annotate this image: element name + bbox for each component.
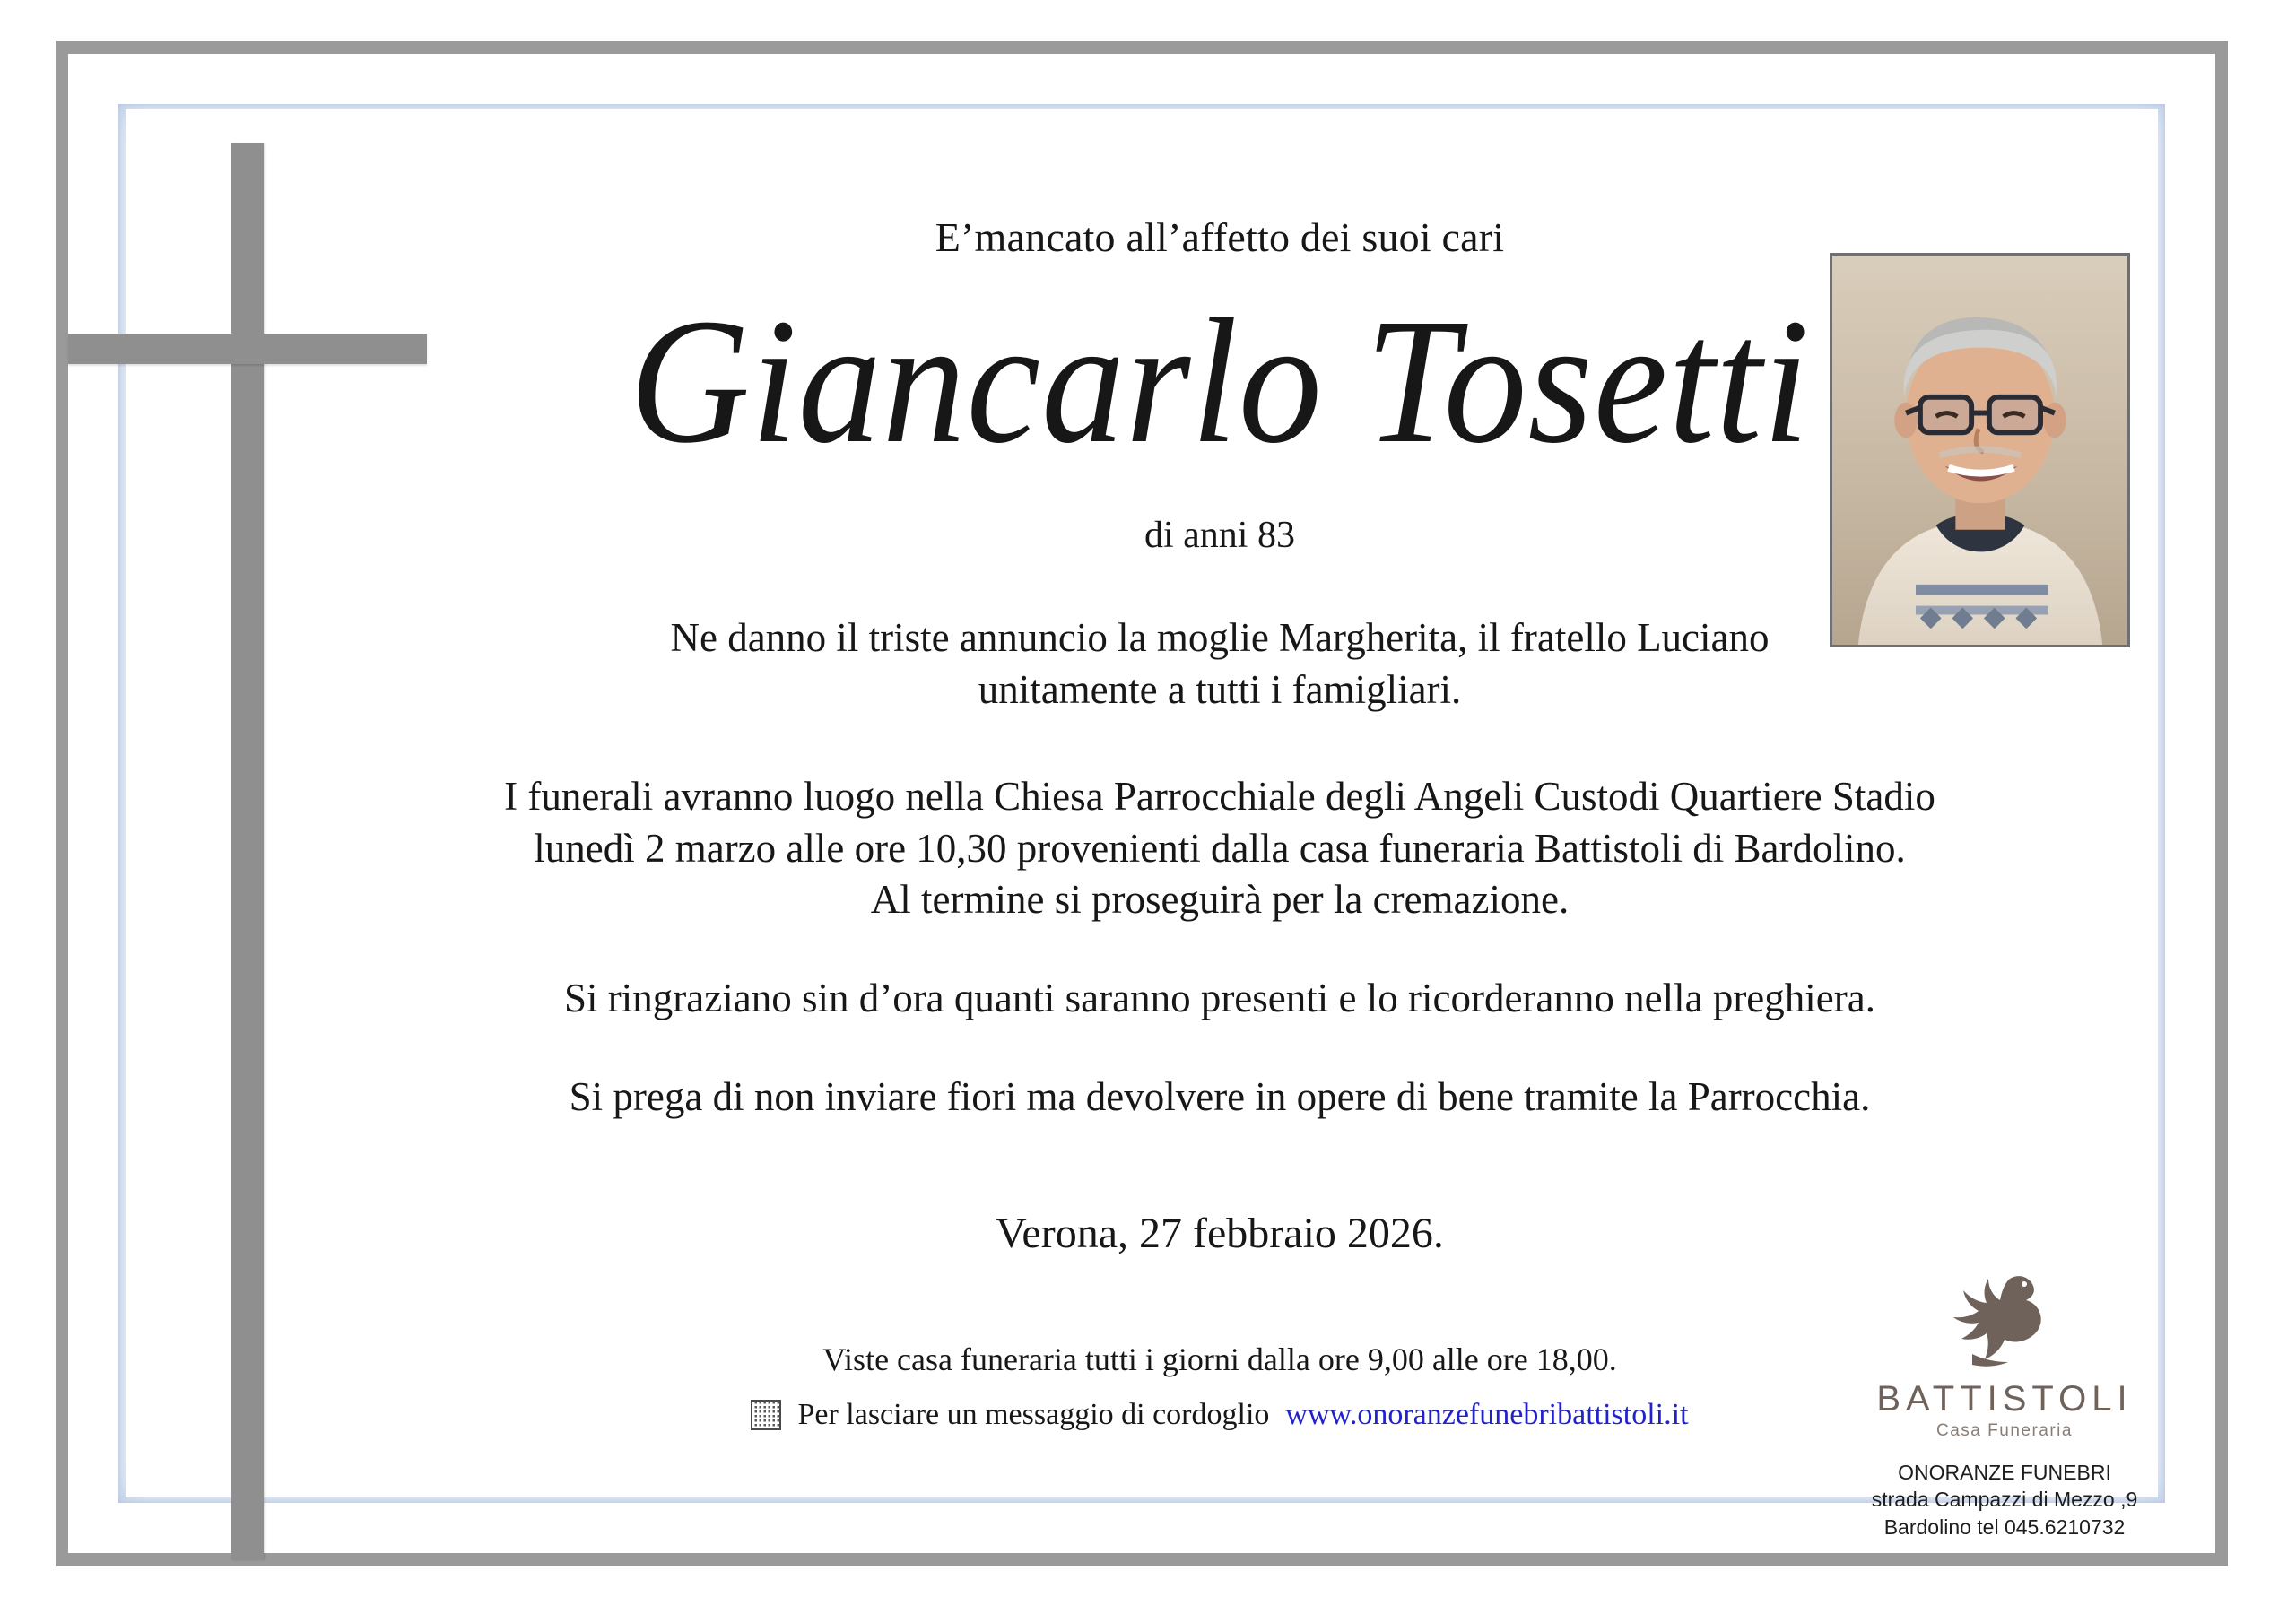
visiting-hours: Viste casa funeraria tutti i giorni dalla ore 9,00 alle ore 18,00.: [822, 1341, 1617, 1378]
family-line-1: Ne danno il triste annuncio la moglie Margherita, il fratello Luciano: [670, 615, 1770, 660]
logo-address-block: [1857, 1459, 2152, 1541]
funeral-line-1: I funerali avranno luogo nella Chiesa Parrocchiale degli Angeli Custodi Quartiere Stadio: [504, 774, 1935, 820]
family-line-2: unitamente a tutti i famigliari.: [978, 666, 1462, 712]
logo-brand-name: BATTISTOLI: [1876, 1379, 2133, 1419]
deceased-name: Giancarlo Tosetti: [629, 282, 1811, 481]
funeral-home-logo: [1857, 1271, 2152, 1541]
deceased-age: di anni 83: [1144, 515, 1295, 556]
logo-company: ONORANZE FUNEBRI: [1898, 1461, 2111, 1484]
pegasus-logo-icon: [1857, 1271, 2152, 1377]
condolence-website-link[interactable]: www.onoranzefunebribattistoli.it: [1285, 1398, 1689, 1432]
deceased-photo: [1830, 253, 2130, 647]
condolence-message-text: Per lasciare un messaggio di cordoglio: [797, 1398, 1270, 1432]
funeral-line-3: Al termine si proseguirà per la cremazione.: [870, 877, 1570, 923]
logo-street: strada Campazzi di Mezzo ,9: [1871, 1488, 2138, 1512]
intro-line: E’mancato all’affetto dei suoi cari: [935, 214, 1505, 260]
logo-city-phone: Bardolino tel 045.6210732: [1883, 1515, 2126, 1539]
funeral-details: [269, 771, 2170, 926]
place-and-date: Verona, 27 febbraio 2026.: [996, 1210, 1444, 1258]
funeral-line-2: lunedì 2 marzo alle ore 10,30 provenienti dalla casa funeraria Battistoli di Bardolino.: [534, 825, 1906, 871]
logo-tagline: Casa Funeraria: [1936, 1421, 2073, 1440]
qr-code-icon: [751, 1400, 781, 1430]
flowers-line: Si prega di non inviare fiori ma devolvere in opere di bene tramite la Parrocchia.: [569, 1073, 1871, 1119]
thanks-line: Si ringraziano sin d’ora quanti saranno presenti e lo ricorderanno nella preghiera.: [564, 975, 1875, 1020]
